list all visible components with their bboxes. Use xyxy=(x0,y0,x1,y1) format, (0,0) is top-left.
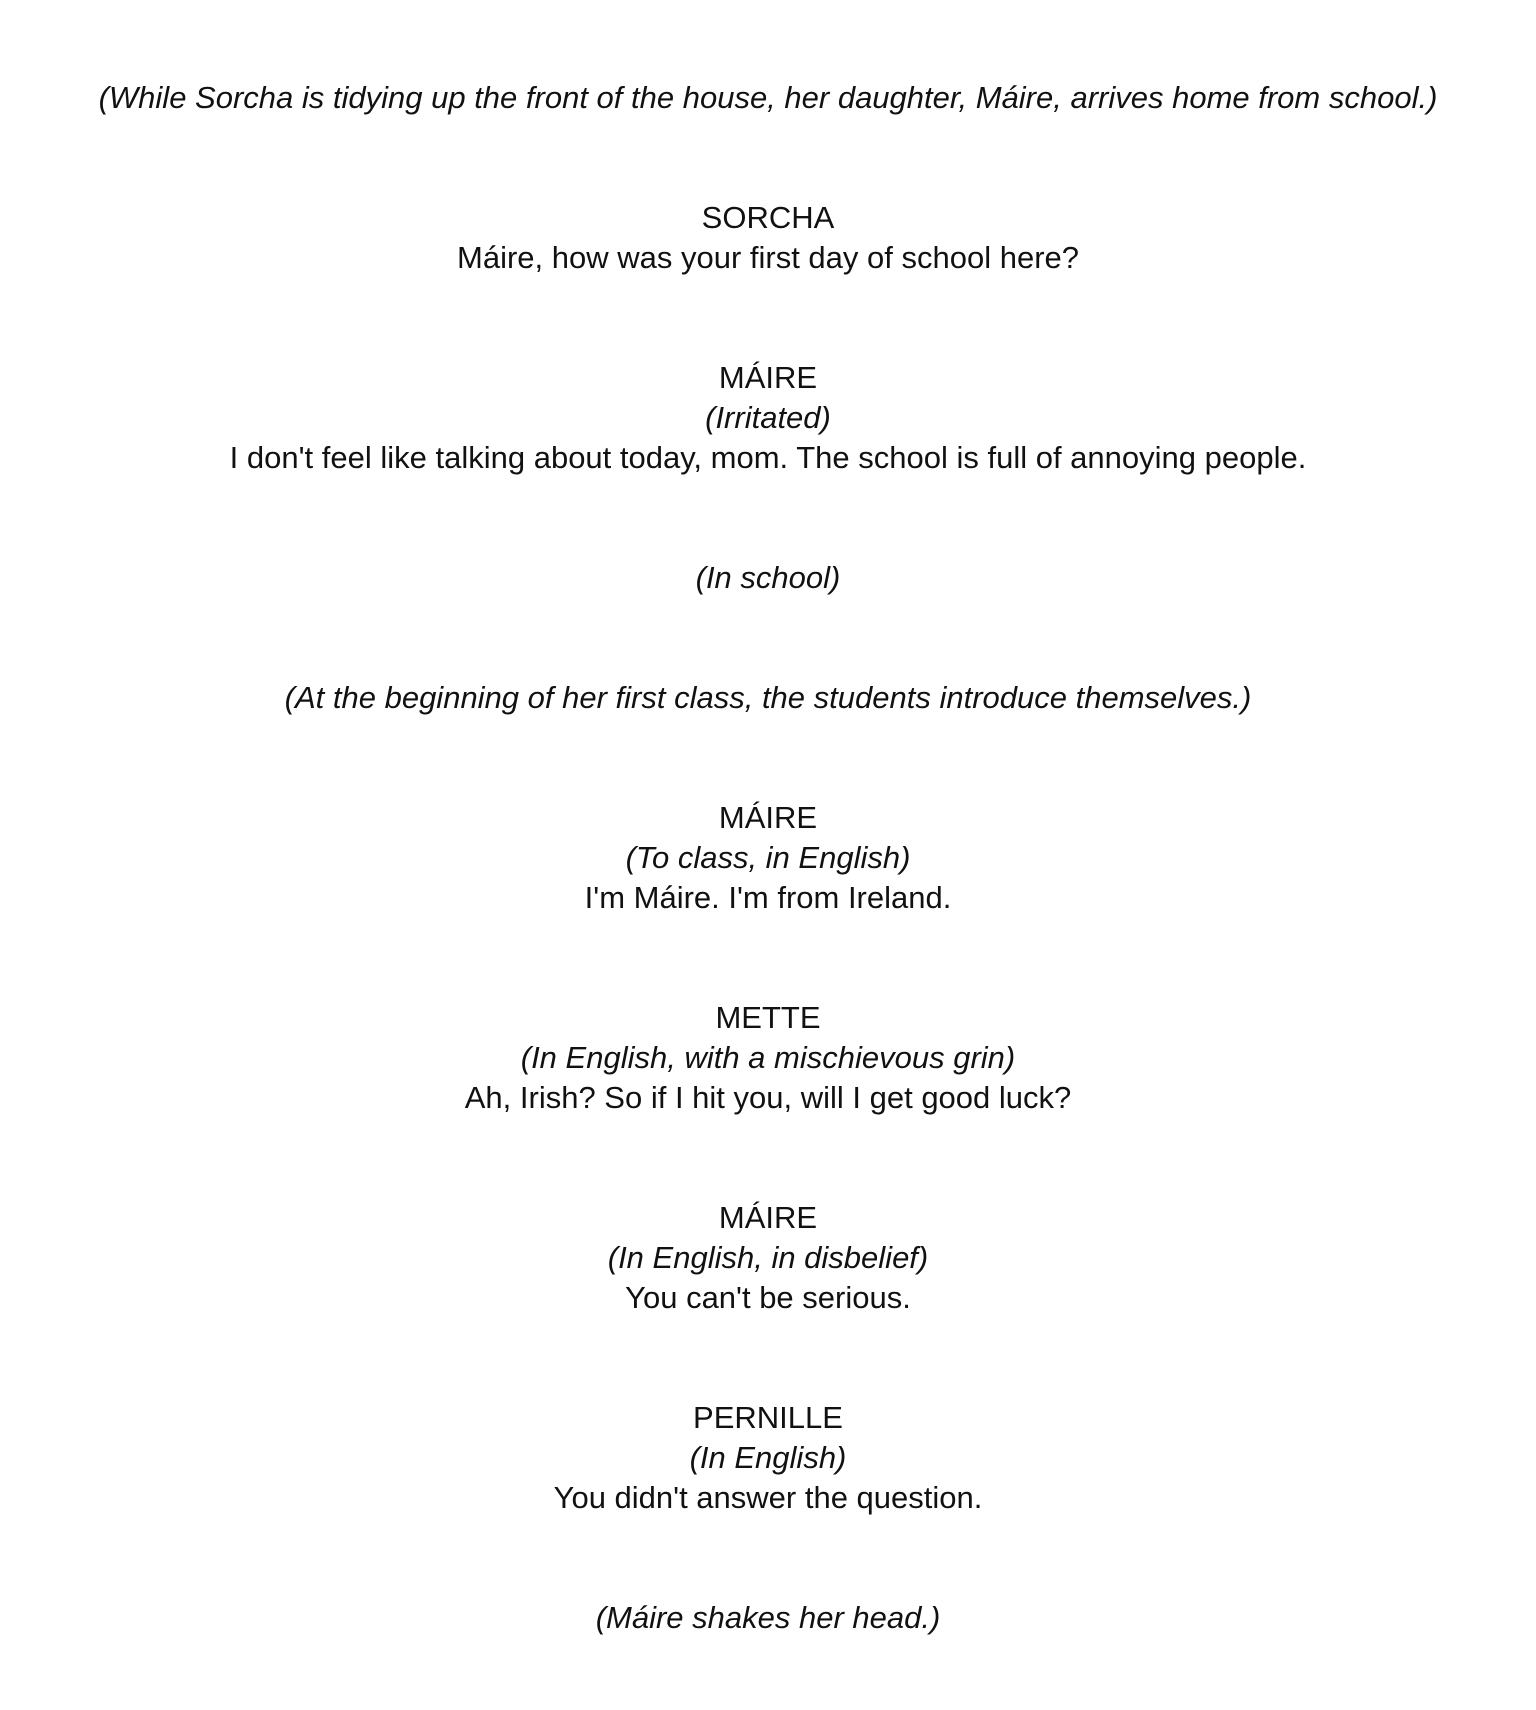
parenthetical: (In English, in disbelief) xyxy=(607,1240,929,1275)
dialogue-line: I don't feel like talking about today, mom. The school is full of annoying people. xyxy=(229,440,1307,475)
character-name-maire: MÁIRE xyxy=(718,360,818,395)
dialogue-line: You can't be serious. xyxy=(625,1280,911,1315)
dialogue-line: You didn't answer the question. xyxy=(553,1480,983,1515)
stage-direction: (Máire shakes her head.) xyxy=(595,1600,941,1635)
dialogue-line: Máire, how was your first day of school here? xyxy=(457,240,1079,275)
character-name-mette: METTE xyxy=(715,1000,821,1035)
parenthetical: (In English) xyxy=(689,1440,847,1475)
stage-direction: (At the beginning of her first class, the students introduce themselves.) xyxy=(284,680,1252,715)
parenthetical: (Irritated) xyxy=(705,400,831,435)
stage-direction: (In school) xyxy=(695,560,841,595)
dialogue-line: I'm Máire. I'm from Ireland. xyxy=(584,880,952,915)
character-name-maire: MÁIRE xyxy=(718,1200,818,1235)
dialogue-line: Ah, Irish? So if I hit you, will I get good luck? xyxy=(464,1080,1072,1115)
stage-direction: (While Sorcha is tidying up the front of the house, her daughter, Máire, arrives home from school.) xyxy=(98,80,1438,115)
character-name-sorcha: SORCHA xyxy=(701,200,835,235)
parenthetical: (To class, in English) xyxy=(625,840,911,875)
parenthetical: (In English, with a mischievous grin) xyxy=(520,1040,1016,1075)
character-name-pernille: PERNILLE xyxy=(693,1400,843,1435)
character-name-maire: MÁIRE xyxy=(718,800,818,835)
